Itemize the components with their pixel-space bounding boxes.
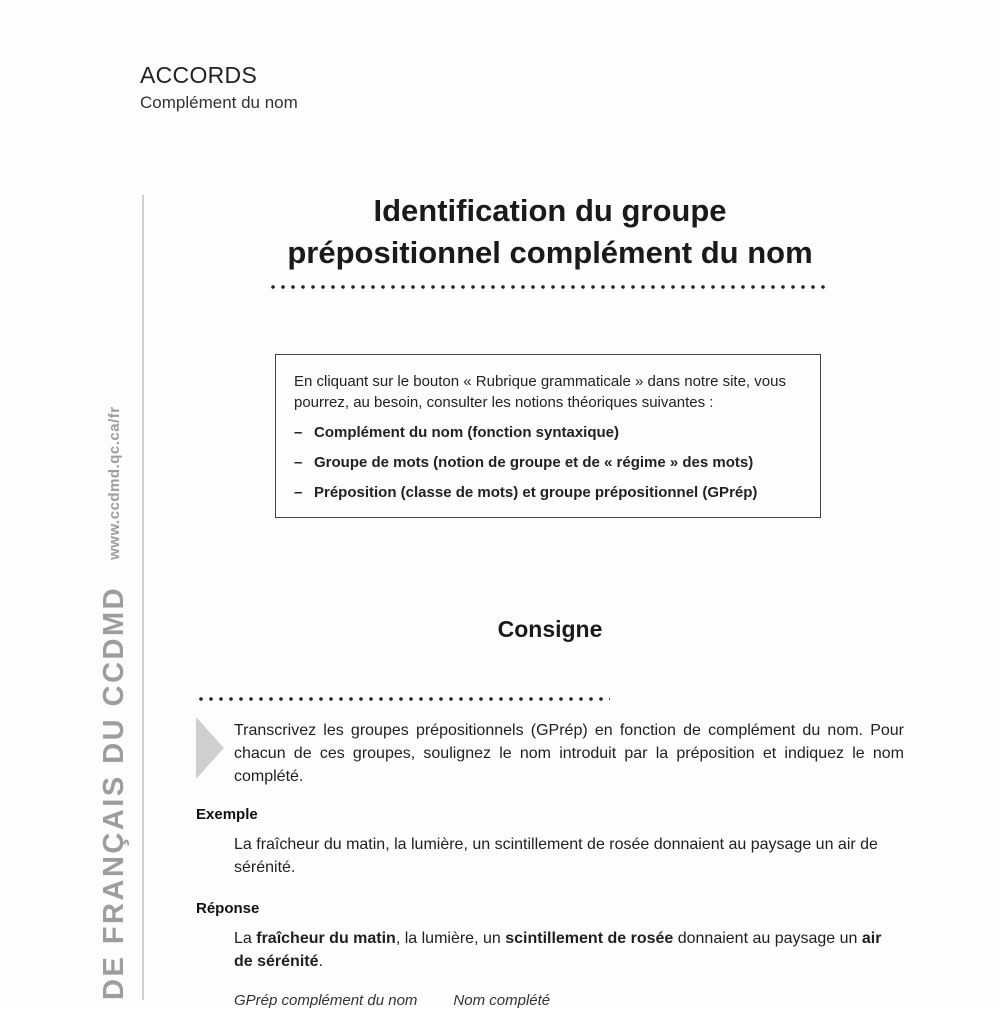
info-item [294,423,804,443]
reponse-gprep: fraîcheur du matin [256,930,396,947]
consigne-text: Transcrivez les groupes prépositionnels (GPrép) en fonction de complément du nom. Pour chacun de ces groupes, soulignez le nom introduit par la préposition et indiquez le nom complété. [234,722,904,785]
reponse-segment: donnaient au paysage un [673,930,862,947]
info-item [294,453,804,473]
side-url-text: www.ccdmd.qc.ca/fr [105,406,123,560]
reponse-segment: La [234,930,257,947]
reponse-label: Réponse [196,900,260,917]
page-header [140,62,298,113]
dash-icon: – [294,454,303,471]
title-line-1: Identification du groupe [373,193,727,228]
consigne-heading: Consigne [497,616,603,642]
section-title: ACCORDS [140,62,258,88]
reponse-segment: , la lumière, un [395,930,506,947]
column-gprep-label: GPrép complément du nom [234,992,418,1009]
reponse-gprep: scintillement de rosée [505,930,674,947]
info-item-text: Préposition (classe de mots) et groupe prépositionnel (GPrép) [314,484,758,501]
info-box [275,354,821,518]
exemple-text: La fraîcheur du matin, la lumière, un scintillement de rosée donnaient au paysage un air de sérénité. [234,836,878,876]
column-nom-label: Nom complété [453,992,551,1009]
exemple-label: Exemple [196,806,258,823]
reponse-gprep: air de sérénité [234,930,882,970]
title-line-2: prépositionnel complément du nom [287,235,813,270]
info-box-list [294,423,804,503]
consigne-dotted-divider [196,696,610,702]
title-dotted-divider [268,284,830,290]
answer-columns-header [234,992,550,1009]
reponse-segment: . [318,953,323,970]
margin-rule [142,195,144,1000]
side-banner [86,406,142,1000]
page-title [240,190,860,274]
reponse-text [234,927,904,973]
dash-icon: – [294,424,303,441]
info-item [294,483,804,503]
info-item-text: Groupe de mots (notion de groupe et de « régime » des mots) [314,454,754,471]
info-item-text: Complément du nom (fonction syntaxique) [314,424,620,441]
dash-icon: – [294,484,303,501]
info-box-intro: En cliquant sur le bouton « Rubrique grammaticale » dans notre site, vous pourrez, au besoin, consulter les notions théoriques suivantes : [294,373,786,411]
section-subtitle: Complément du nom [140,93,298,112]
side-brand-text: DE FRANÇAIS DU CCDMD [97,585,130,1000]
arrow-right-icon [196,717,224,779]
